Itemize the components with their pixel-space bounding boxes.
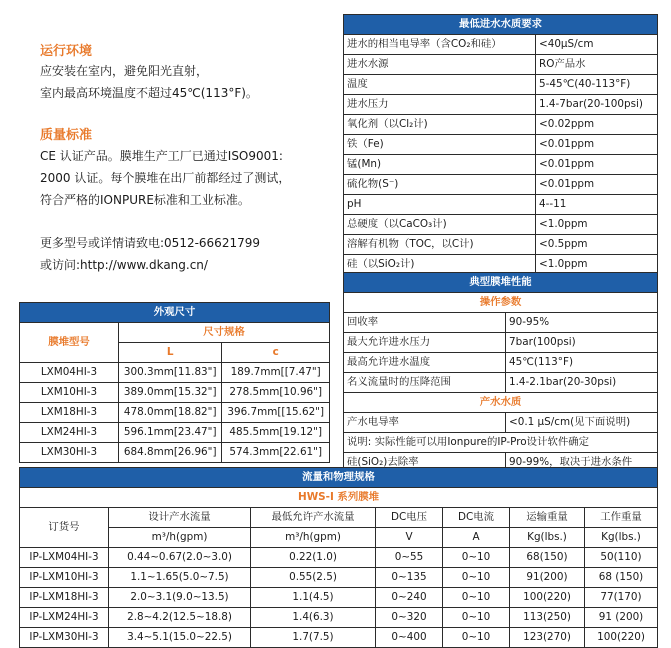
param-cell: 温度 — [344, 75, 536, 95]
param-cell: pH — [344, 195, 536, 215]
col-c-header: c — [222, 343, 330, 363]
min-flow-cell: 1.1(4.5) — [251, 588, 376, 608]
table-row — [20, 588, 658, 608]
table-row — [344, 313, 658, 333]
contact-phone: 更多型号或详情请致电:0512-66621799 — [40, 236, 260, 250]
model-cell: LXM04HI-3 — [20, 363, 119, 383]
feed-table-title: 最低进水水质要求 — [344, 15, 658, 35]
flow-specs-table — [19, 467, 658, 648]
env-title: 运行环境 — [40, 44, 93, 59]
col-voltage-header: DC电压 — [376, 508, 443, 528]
order-cell: IP-LXM18HI-3 — [20, 588, 109, 608]
c-cell: 396.7mm[[15.62"] — [222, 403, 330, 423]
design-flow-cell: 3.4~5.1(15.0~22.5) — [109, 628, 251, 648]
table-row — [344, 175, 658, 195]
design-flow-cell: 1.1~1.65(5.0~7.5) — [109, 568, 251, 588]
value-cell: <0.01ppm — [536, 135, 658, 155]
ship-weight-cell: 68(150) — [510, 548, 585, 568]
col-order-header: 订货号 — [20, 508, 109, 548]
table-row — [344, 115, 658, 135]
dim-table-title: 外观尺寸 — [20, 303, 330, 323]
value-cell: RO产品水 — [536, 55, 658, 75]
value-cell: <0.1 μS/cm(见下面说明) — [506, 413, 658, 433]
feed-water-table — [343, 14, 658, 275]
col-min-flow-header: 最低允许产水流量 — [251, 508, 376, 528]
param-cell: 溶解有机物（TOC，以C计) — [344, 235, 536, 255]
order-cell: IP-LXM24HI-3 — [20, 608, 109, 628]
table-row — [344, 353, 658, 373]
order-cell: IP-LXM10HI-3 — [20, 568, 109, 588]
ship-weight-cell: 91(200) — [510, 568, 585, 588]
table-row — [344, 215, 658, 235]
min-flow-cell: 0.22(1.0) — [251, 548, 376, 568]
c-cell: 574.3mm[22.61"] — [222, 443, 330, 463]
current-cell: 0~10 — [443, 588, 510, 608]
param-cell: 铁（Fe) — [344, 135, 536, 155]
work-weight-cell: 91 (200) — [585, 608, 658, 628]
design-flow-cell: 0.44~0.67(2.0~3.0) — [109, 548, 251, 568]
value-cell: 90-99%，取决于进水条件 — [506, 453, 658, 473]
work-weight-cell: 100(220) — [585, 628, 658, 648]
param-cell: 产水电导率 — [344, 413, 506, 433]
work-weight-cell: 77(170) — [585, 588, 658, 608]
table-row — [344, 55, 658, 75]
unit-cell: A — [443, 528, 510, 548]
table-row — [20, 628, 658, 648]
order-cell: IP-LXM30HI-3 — [20, 628, 109, 648]
work-weight-cell: 50(110) — [585, 548, 658, 568]
unit-cell: V — [376, 528, 443, 548]
col-ship-weight-header: 运输重量 — [510, 508, 585, 528]
l-cell: 684.8mm[26.96"] — [119, 443, 222, 463]
value-cell: <0.02ppm — [536, 115, 658, 135]
value-cell: 4--11 — [536, 195, 658, 215]
param-cell: 最高允许进水温度 — [344, 353, 506, 373]
value-cell: <1.0ppm — [536, 215, 658, 235]
value-cell: <0.01ppm — [536, 155, 658, 175]
col-work-weight-header: 工作重量 — [585, 508, 658, 528]
value-cell: 90-95% — [506, 313, 658, 333]
contact-url[interactable]: 或访问:http://www.dkang.cn/ — [40, 258, 208, 272]
table-row — [344, 195, 658, 215]
min-flow-cell: 1.7(7.5) — [251, 628, 376, 648]
value-cell: 1.4-2.1bar(20-30psi) — [506, 373, 658, 393]
col-design-flow-header: 设计产水流量 — [109, 508, 251, 528]
model-cell: LXM18HI-3 — [20, 403, 119, 423]
table-row — [344, 95, 658, 115]
value-cell: <40μS/cm — [536, 35, 658, 55]
op-params-title: 操作参数 — [344, 293, 658, 313]
c-cell: 278.5mm[10.96"] — [222, 383, 330, 403]
table-row — [344, 333, 658, 353]
model-cell: LXM24HI-3 — [20, 423, 119, 443]
value-cell: <1.0ppm — [536, 255, 658, 275]
table-row — [344, 413, 658, 433]
flow-table-title: 流量和物理规格 — [20, 468, 658, 488]
c-cell: 485.5mm[19.12"] — [222, 423, 330, 443]
voltage-cell: 0~240 — [376, 588, 443, 608]
param-cell: 进水的相当电导率（含CO₂和硅） — [344, 35, 536, 55]
ship-weight-cell: 113(250) — [510, 608, 585, 628]
col-current-header: DC电流 — [443, 508, 510, 528]
table-row — [344, 135, 658, 155]
value-cell: <0.5ppm — [536, 235, 658, 255]
table-row — [20, 423, 330, 443]
contact-text — [40, 232, 260, 276]
col-model-header: 膜堆型号 — [20, 323, 119, 363]
unit-cell: m³/h(gpm) — [251, 528, 376, 548]
perf-table-title: 典型膜堆性能 — [344, 273, 658, 293]
quality-line: CE 认证产品。膜堆生产工厂已通过ISO9001: — [40, 149, 283, 163]
param-cell: 进水水源 — [344, 55, 536, 75]
table-row — [344, 373, 658, 393]
col-l-header: L — [119, 343, 222, 363]
value-cell: 45℃(113°F) — [506, 353, 658, 373]
table-row — [20, 568, 658, 588]
l-cell: 389.0mm[15.32"] — [119, 383, 222, 403]
voltage-cell: 0~400 — [376, 628, 443, 648]
param-cell: 硅(SiO₂)去除率 — [344, 453, 506, 473]
param-cell: 锰(Mn) — [344, 155, 536, 175]
ship-weight-cell: 123(270) — [510, 628, 585, 648]
table-row — [20, 608, 658, 628]
unit-cell: Kg(lbs.) — [585, 528, 658, 548]
l-cell: 596.1mm[23.47"] — [119, 423, 222, 443]
voltage-cell: 0~135 — [376, 568, 443, 588]
table-row — [20, 548, 658, 568]
quality-line: 2000 认证。每个膜堆在出厂前都经过了测试， — [40, 171, 291, 185]
env-text — [40, 60, 258, 104]
order-cell: IP-LXM04HI-3 — [20, 548, 109, 568]
table-row — [344, 155, 658, 175]
table-row — [344, 75, 658, 95]
param-cell: 硫化物(S⁻) — [344, 175, 536, 195]
table-row — [20, 383, 330, 403]
param-cell: 硅（以SiO₂计) — [344, 255, 536, 275]
ship-weight-cell: 100(220) — [510, 588, 585, 608]
table-row — [20, 403, 330, 423]
voltage-cell: 0~320 — [376, 608, 443, 628]
min-flow-cell: 0.55(2.5) — [251, 568, 376, 588]
unit-cell: m³/h(gpm) — [109, 528, 251, 548]
param-cell: 进水压力 — [344, 95, 536, 115]
design-flow-cell: 2.0~3.1(9.0~13.5) — [109, 588, 251, 608]
perf-note: 说明: 实际性能可以用Ionpure的IP-Pro设计软件确定 — [344, 433, 658, 453]
table-row — [344, 235, 658, 255]
current-cell: 0~10 — [443, 608, 510, 628]
param-cell: 名义流量时的压降范围 — [344, 373, 506, 393]
model-cell: LXM30HI-3 — [20, 443, 119, 463]
l-cell: 300.3mm[11.83"] — [119, 363, 222, 383]
current-cell: 0~10 — [443, 548, 510, 568]
performance-table — [343, 272, 658, 473]
product-quality-title: 产水水质 — [344, 393, 658, 413]
table-row — [344, 35, 658, 55]
param-cell: 回收率 — [344, 313, 506, 333]
current-cell: 0~10 — [443, 628, 510, 648]
table-row — [20, 363, 330, 383]
table-row — [20, 443, 330, 463]
dimensions-table — [19, 302, 330, 463]
unit-cell: Kg(lbs.) — [510, 528, 585, 548]
env-line: 应安装在室内，避免阳光直射， — [40, 64, 209, 78]
design-flow-cell: 2.8~4.2(12.5~18.8) — [109, 608, 251, 628]
l-cell: 478.0mm[18.82"] — [119, 403, 222, 423]
env-line: 室内最高环境温度不超过45℃(113°F)。 — [40, 86, 258, 100]
voltage-cell: 0~55 — [376, 548, 443, 568]
col-size-header: 尺寸规格 — [119, 323, 330, 343]
current-cell: 0~10 — [443, 568, 510, 588]
value-cell: 5-45℃(40-113°F) — [536, 75, 658, 95]
min-flow-cell: 1.4(6.3) — [251, 608, 376, 628]
value-cell: <0.01ppm — [536, 175, 658, 195]
param-cell: 最大允许进水压力 — [344, 333, 506, 353]
param-cell: 总硬度（以CaCO₃计) — [344, 215, 536, 235]
quality-line: 符合严格的IONPURE标准和工业标准。 — [40, 193, 250, 207]
value-cell: 1.4-7bar(20-100psi) — [536, 95, 658, 115]
series-title: HWS-I 系列膜堆 — [20, 488, 658, 508]
work-weight-cell: 68 (150) — [585, 568, 658, 588]
value-cell: 7bar(100psi) — [506, 333, 658, 353]
param-cell: 氧化剂（以Cl₂计) — [344, 115, 536, 135]
model-cell: LXM10HI-3 — [20, 383, 119, 403]
quality-text — [40, 145, 290, 211]
quality-title: 质量标准 — [40, 128, 93, 143]
c-cell: 189.7mm[[7.47"] — [222, 363, 330, 383]
